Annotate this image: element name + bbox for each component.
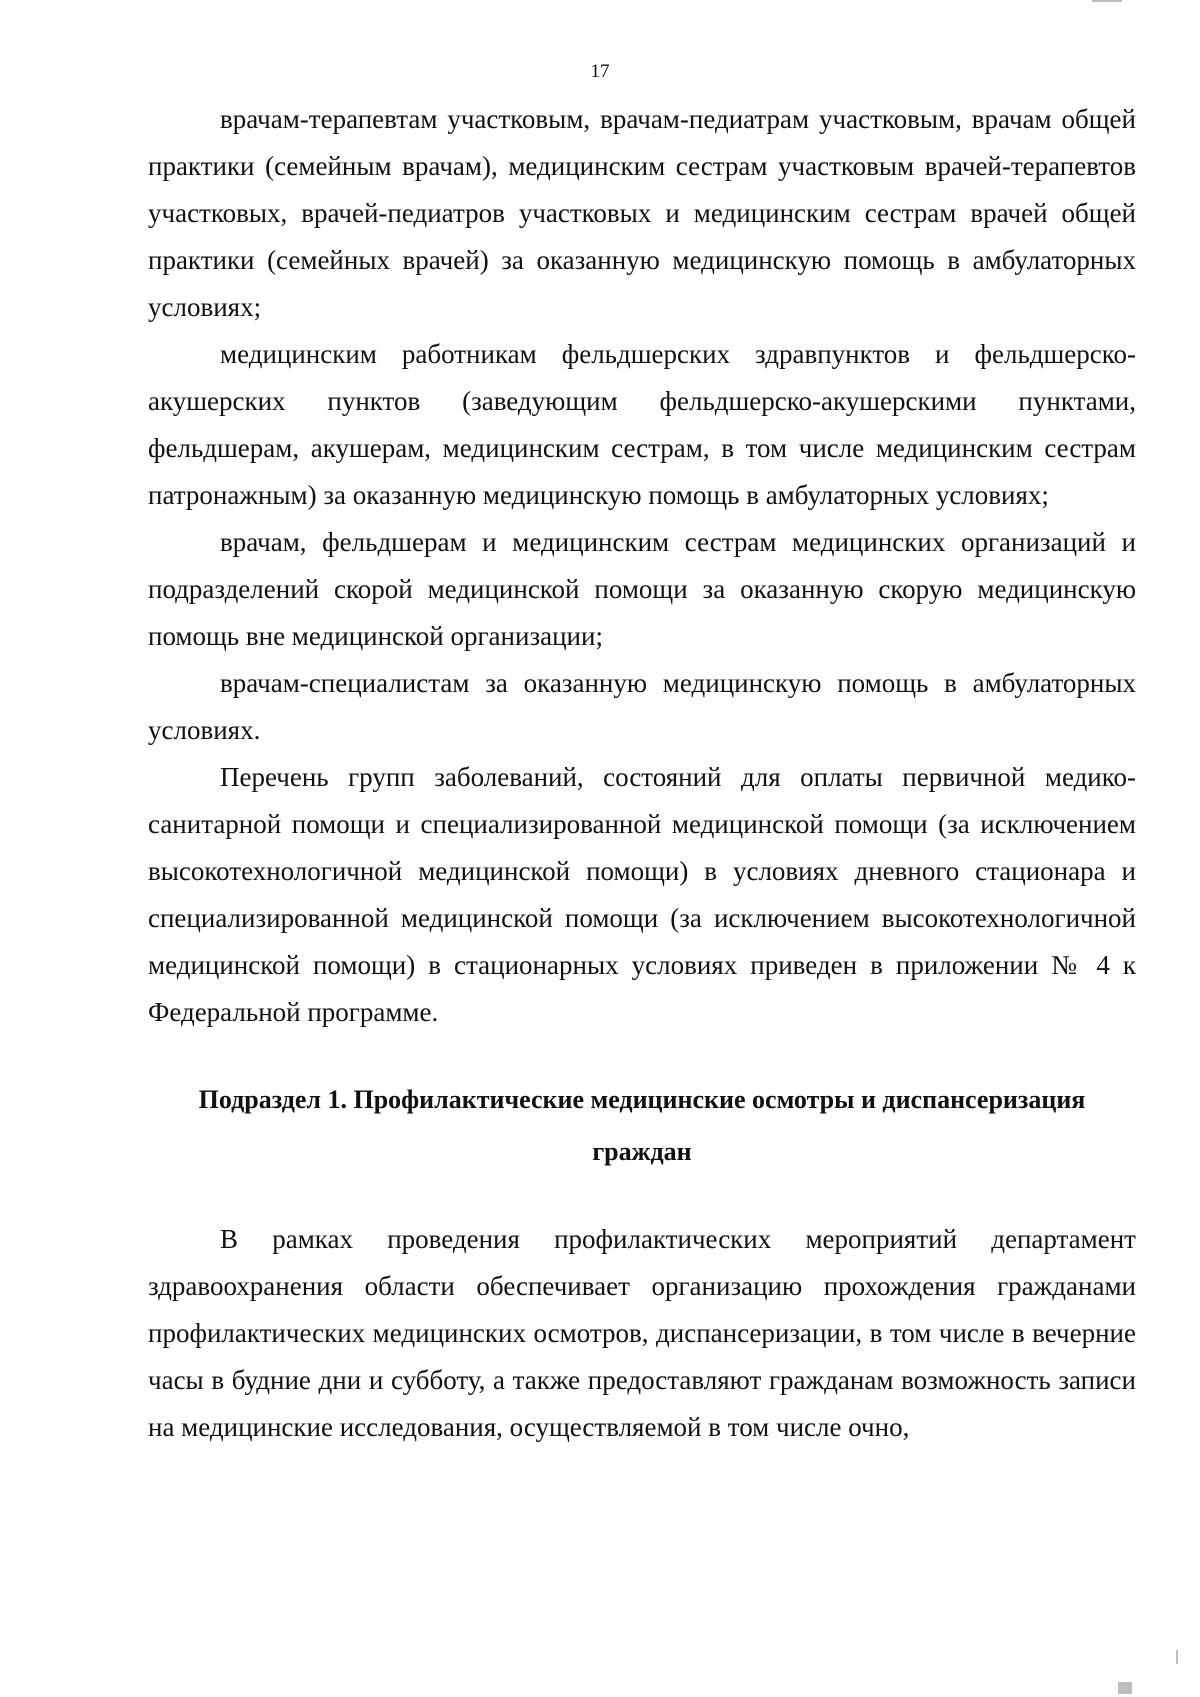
paragraph-4: врачам-специалистам за оказанную медицинскую помощь в амбулаторных условиях. [148, 668, 1136, 745]
scan-artifact-bottom-right [1118, 1682, 1132, 1694]
page-number: 17 [590, 61, 610, 82]
document-body [148, 96, 1136, 1451]
paragraph-6: В рамках проведения профилактических мероприятий департамент здравоохранения области обеспечивает организацию прохождения гражданами профилактических медицинских осмотров, диспансеризации, в том числе в вечерние часы в будние дни и субботу, а также предоставляют гражданам возможность записи на медицинские исследования, осуществляемой в том числе очно, [148, 1224, 1136, 1442]
paragraph-5: Перечень групп заболеваний, состояний для оплаты первичной медико-санитарной помощи и специализированной медицинской помощи (за исключением высокотехнологичной медицинской помощи) в условиях дневного стационара и специализированной медицинской помощи (за исключением высокотехнологичной медицинской помощи) в стационарных условиях приведен в приложении № 4 к Федеральной программе. [148, 762, 1136, 1027]
section-heading: Подраздел 1. Профилактические медицинские осмотры и диспансеризация граждан [198, 1085, 1086, 1166]
paragraph-2: медицинским работникам фельдшерских здравпунктов и фельдшерско-акушерских пунктов (заведующим фельдшерско-акушерскими пунктами, фельдшерам, акушерам, медицинским сестрам, в том числе медицинским сестрам патронажным) за оказанную медицинскую помощь в амбулаторных условиях; [148, 339, 1136, 510]
scan-artifact-top-right [1092, 0, 1122, 2]
scan-artifact-bottom-edge [1176, 1650, 1178, 1664]
paragraph-1: врачам-терапевтам участковым, врачам-педиатрам участковым, врачам общей практики (семейным врачам), медицинским сестрам участковым врачей-терапевтов участковых, врачей-педиатров участковых и медицинским сестрам врачей общей практики (семейных врачей) за оказанную медицинскую помощь в амбулаторных условиях; [148, 104, 1136, 322]
paragraph-3: врачам, фельдшерам и медицинским сестрам медицинских организаций и подразделений скорой медицинской помощи за оказанную скорую медицинскую помощь вне медицинской организации; [148, 527, 1136, 651]
